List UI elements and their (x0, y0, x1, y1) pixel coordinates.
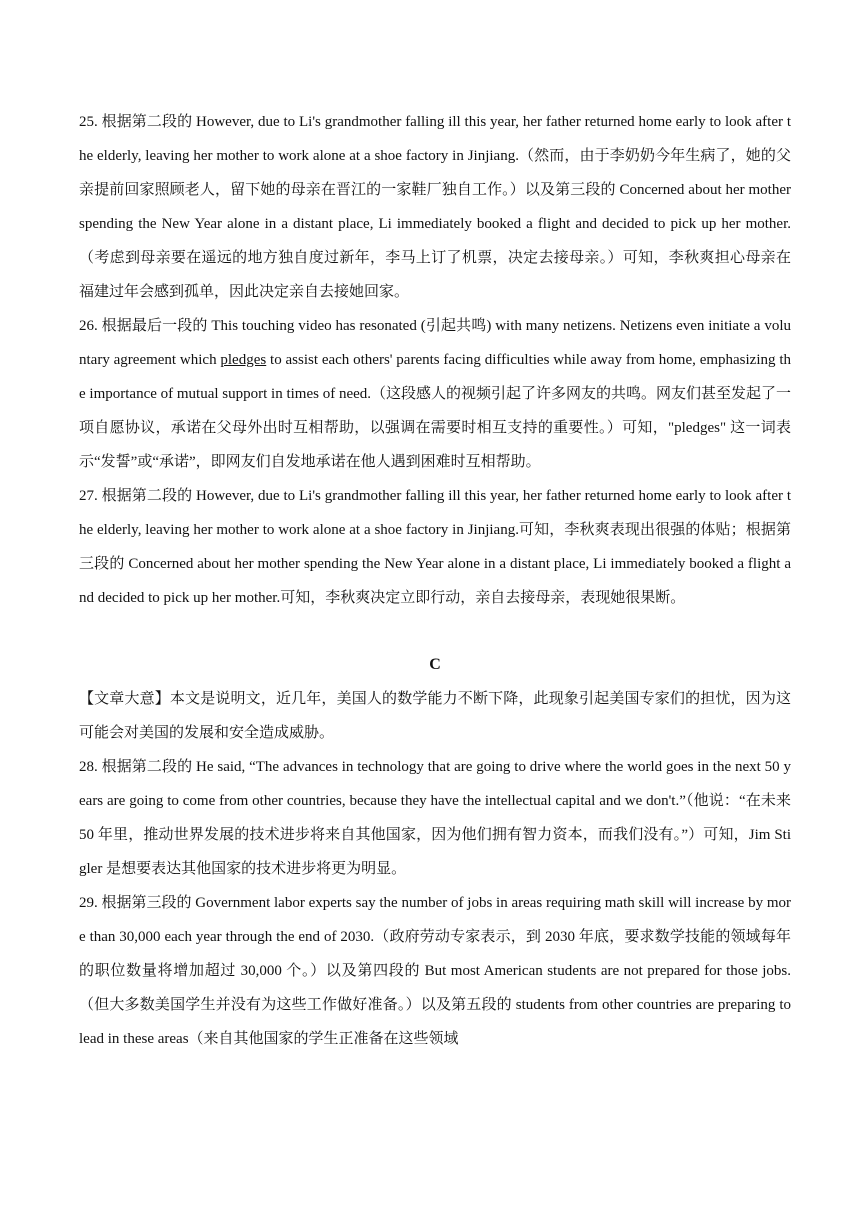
answer-explanation-29: 29. 根据第三段的 Government labor experts say the number of jobs in areas requiring math skill will increase by more than 30,000 each year through the end of 2030.（政府劳动专家表示，到 2030 年底，要求数学技能的领域每年的职位数量将增加超过 30,000 个。）以及第四段的 But most American students are not prepared for those jobs.（但大多数美国学生并没有为这些工作做好准备。）以及第五段的 students from other countries are preparing to lead in these areas（来自其他国家的学生正准备在这些领域 (79, 895, 791, 1047)
answer-explanation-25: 25. 根据第二段的 However, due to Li's grandmother falling ill this year, her father returned home early to look after the elderly, leaving her mother to work alone at a shoe factory in Jinjiang.（然而，由于李奶奶今年生病了，她的父亲提前回家照顾老人，留下她的母亲在晋江的一家鞋厂独自工作。）以及第三段的 Concerned about her mother spending the New Year alone in a distant place, Li immediately booked a flight and decided to pick up her mother.（考虑到母亲要在遥远的地方独自度过新年，李马上订了机票，决定去接母亲。）可知，李秋爽担心母亲在福建过年会感到孤单，因此决定亲自去接她回家。 (79, 114, 791, 300)
answer-explanation-26 (79, 309, 791, 479)
answer-explanation-28: 28. 根据第二段的 He said, “The advances in technology that are going to drive where the world goes in the next 50 years are going to come from other countries, because they have the intellectual capital and we don't.”（他说：“在未来 50 年里，推动世界发展的技术进步将来自其他国家，因为他们拥有智力资本，而我们没有。”）可知，Jim Stigler 是想要表达其他国家的技术进步将更为明显。 (79, 759, 791, 877)
article-summary: 【文章大意】本文是说明文，近几年，美国人的数学能力不断下降，此现象引起美国专家们的担忧，因为这可能会对美国的发展和安全造成威胁。 (79, 691, 791, 741)
answer-explanation-27: 27. 根据第二段的 However, due to Li's grandmother falling ill this year, her father returned home early to look after the elderly, leaving her mother to work alone at a shoe factory in Jinjiang.可知，李秋爽表现出很强的体贴；根据第三段的 Concerned about her mother spending the New Year alone in a distant place, Li immediately booked a flight and decided to pick up her mother.可知，李秋爽决定立即行动，亲自去接母亲，表现她很果断。 (79, 488, 791, 606)
section-heading-c: C (429, 656, 441, 673)
answer-26-text-before: 26. 根据最后一段的 This touching video has resonated (引起共鸣) with many netizens. Netizens even initiate a voluntary agreement which (79, 318, 791, 368)
document-page (79, 105, 791, 1056)
answer-26-text-after: to assist each others' parents facing difficulties while away from home, emphasizing the importance of mutual support in times of need.（这段感人的视频引起了许多网友的共鸣。网友们甚至发起了一项自愿协议，承诺在父母外出时互相帮助，以强调在需要时相互支持的重要性。）可知，"pledges" 这一词表示“发誓”或“承诺”，即网友们自发地承诺在他人遇到困难时互相帮助。 (79, 352, 792, 470)
underlined-word-pledges: pledges (220, 352, 267, 368)
